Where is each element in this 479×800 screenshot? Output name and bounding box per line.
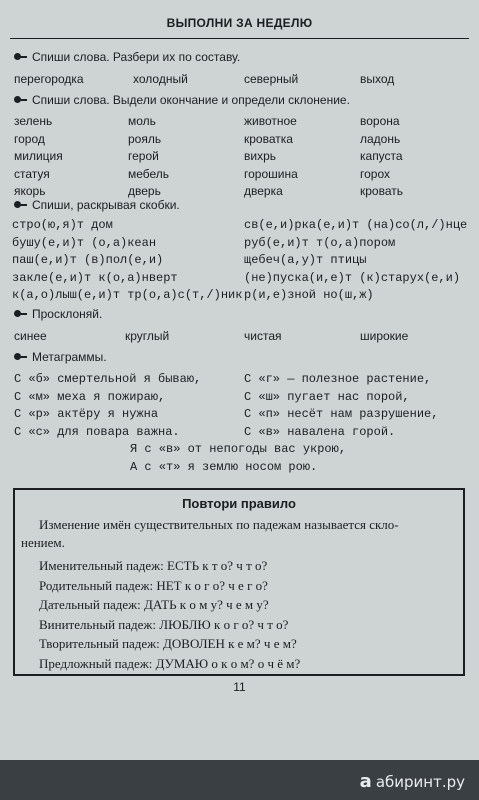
pencil-icon (14, 52, 28, 62)
task-2-instruction (14, 93, 350, 107)
task-2-word: ворона (360, 114, 400, 128)
task-2-word: ладонь (360, 131, 401, 146)
task-3-phrase: закле(е,и)т к(о,а)нверт (12, 270, 178, 285)
task-2-word: мебель (128, 166, 170, 181)
task-4-text: Просклоняй. (32, 307, 103, 321)
task-3-phrase: щебеч(а,у)т птицы (244, 253, 367, 267)
riddle-line: С «м» меха я пожираю, (14, 389, 166, 404)
riddle-line: С «б» смертельной я бываю, (14, 372, 202, 386)
watermark (360, 771, 465, 792)
task-2-word: животное (244, 114, 297, 128)
task-4-word: чистая (244, 329, 282, 343)
rule-intro: Изменение имён существительных по падежам называется скло- (39, 517, 399, 532)
task-2-text: Спиши слова. Выдели окончание и определи склонение. (32, 93, 350, 107)
rule-case: Дательный падеж: ДАТЬ к о м у? ч е м у? (39, 597, 269, 612)
rule-case: Именительный падеж: ЕСТЬ к т о? ч т о? (39, 558, 268, 573)
task-2-word: вихрь (244, 149, 277, 163)
riddle-line: С «р» актёру я нужна (14, 407, 159, 421)
riddle-line: С «п» несёт нам разрушение, (244, 407, 439, 421)
task-5-text: Метаграммы. (32, 350, 107, 364)
page-header: ВЫПОЛНИ ЗА НЕДЕЛЮ (166, 16, 313, 30)
pencil-icon (14, 309, 28, 319)
page-number: 11 (233, 680, 246, 694)
riddle-line: С «ш» пугает нас порой, (244, 389, 410, 404)
task-2-word: зелень (14, 114, 53, 128)
task-4-word: широкие (360, 329, 409, 343)
task-2-word: город (14, 131, 45, 146)
task-3-instruction (14, 198, 180, 212)
task-2-word: рояль (128, 131, 162, 146)
task-2-word: якорь (14, 184, 46, 198)
task-3-phrase: (не)пуска(и,е)т (к)старух(е,и) (244, 270, 461, 285)
rule-intro: нением. (21, 535, 65, 550)
task-4-instruction (14, 307, 102, 321)
watermark-text: абиринт.ру (375, 773, 465, 791)
header-divider (10, 38, 469, 39)
task-1-word: выход (360, 72, 395, 86)
labirint-logo: a (359, 771, 372, 792)
task-2-word: горошина (244, 166, 298, 181)
task-2-word: милиция (14, 149, 63, 163)
rule-case: Родительный падеж: НЕТ к о г о? ч е г о? (39, 577, 268, 593)
task-1-word: холодный (133, 72, 188, 86)
task-3-phrase: бушу(е,и)т (о,а)кеан (12, 235, 157, 250)
task-4-word: синее (14, 329, 47, 343)
task-2-word: статуя (14, 166, 50, 181)
task-2-word: моль (128, 114, 156, 128)
pencil-icon (14, 95, 28, 105)
rule-case: Творительный падеж: ДОВОЛЕН к е м? ч е м? (39, 636, 297, 651)
task-1-instruction (14, 50, 240, 64)
rule-box (13, 488, 465, 676)
rule-case: Предложный падеж: ДУМАЮ о к о м? о ч ё м? (39, 655, 301, 671)
riddle-line: С «с» для повара важна. (14, 424, 180, 439)
riddle-line: С «в» навалена горой. (244, 424, 396, 439)
pencil-icon (14, 200, 28, 210)
task-3-phrase: руб(е,и)т т(о,а)пором (244, 235, 396, 250)
task-3-phrase: р(и,е)зной но(ш,ж) (244, 288, 374, 302)
task-2-word: капуста (360, 149, 403, 163)
task-2-word: кроватка (244, 131, 293, 146)
task-3-phrase: стро(ю,я)т дом (12, 218, 113, 232)
task-2-word: горох (360, 166, 390, 181)
pencil-icon (14, 352, 28, 362)
task-3-phrase: паш(е,и)т (в)пол(е,и) (12, 253, 164, 267)
task-2-word: дверка (244, 184, 283, 198)
task-3-phrase: к(а,о)лыш(е,и)т тр(о,а)с(т,/)ник (12, 288, 243, 302)
rule-title: Повтори правило (182, 496, 296, 511)
task-1-text: Спиши слова. Разбери их по составу. (32, 50, 241, 64)
task-2-word: кровать (360, 184, 403, 198)
task-1-word: перегородка (14, 72, 84, 86)
riddle-line: С «г» — полезное растение, (244, 372, 432, 386)
task-2-word: герой (128, 149, 159, 163)
task-1-word: северный (244, 72, 299, 86)
task-2-word: дверь (128, 184, 161, 198)
task-3-phrase: св(е,и)рка(е,и)т (на)со(л,/)нце (244, 218, 468, 232)
rule-case: Винительный падеж: ЛЮБЛЮ к о г о? ч т о? (39, 616, 289, 632)
riddle-line: Я с «в» от непогоды вас укрою, (130, 442, 347, 456)
task-5-instruction (14, 350, 107, 364)
task-3-text: Спиши, раскрывая скобки. (32, 198, 180, 212)
riddle-line: А с «т» я землю носом рою. (130, 460, 318, 474)
task-4-word: круглый (125, 329, 170, 343)
